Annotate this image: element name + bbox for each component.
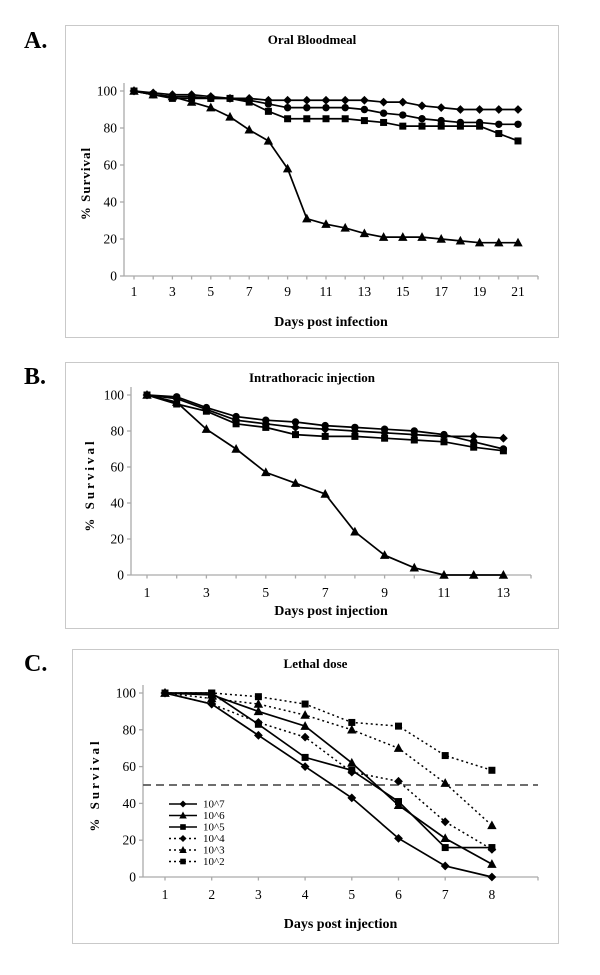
legend (169, 799, 225, 869)
x-tick-label: 3 (255, 887, 262, 902)
x-tick-label: 3 (169, 284, 176, 299)
x-tick-label: 21 (511, 284, 525, 299)
y-tick-label: 20 (103, 231, 117, 247)
y-tick-label: 100 (96, 83, 117, 99)
panel-a-plot (66, 26, 558, 337)
legend-label: 10^4 (203, 833, 225, 845)
panel-c-chart-box (72, 649, 559, 944)
y-tick-label: 20 (110, 531, 124, 547)
x-tick-label: 1 (161, 887, 169, 902)
series-triangle-triangle (142, 390, 508, 579)
x-tick-label: 6 (395, 887, 402, 902)
x-tick-label: 5 (207, 284, 215, 299)
x-tick-label: 4 (301, 887, 309, 902)
legend-label: 10^3 (203, 844, 225, 857)
x-tick-label: 7 (245, 284, 253, 299)
panel-a-label: A. (24, 28, 48, 54)
y-tick-label: 100 (103, 387, 124, 403)
x-tick-label: 1 (130, 284, 138, 299)
y-tick-label: 40 (122, 795, 136, 811)
y-tick-label: 80 (122, 722, 136, 738)
axes (116, 685, 538, 902)
x-axis-title: Days post infection (274, 315, 388, 330)
x-tick-label: 15 (396, 284, 410, 299)
chart-title: Lethal dose (283, 656, 348, 671)
x-tick-label: 9 (284, 284, 291, 299)
chart-title: Oral Bloodmeal (267, 32, 357, 47)
panel-b-chart-box (65, 362, 559, 629)
x-tick-label: 5 (348, 887, 356, 902)
x-tick-label: 5 (262, 585, 270, 600)
y-tick-label: 60 (122, 759, 136, 775)
x-tick-label: 11 (437, 585, 451, 600)
x-axis-title: Days post injection (283, 917, 398, 932)
y-tick-label: 80 (103, 120, 117, 136)
axes (97, 83, 538, 299)
x-tick-label: 8 (488, 887, 496, 902)
y-tick-label: 40 (110, 495, 124, 511)
y-tick-label: 80 (110, 423, 124, 439)
legend-label: 10^7 (203, 798, 225, 811)
x-tick-label: 13 (357, 284, 372, 299)
y-axis-title: % Survival (78, 146, 93, 221)
x-tick-label: 13 (496, 585, 511, 600)
legend-label: 10^5 (203, 821, 225, 834)
x-tick-label: 11 (319, 284, 333, 299)
panel-c-label: C. (24, 651, 48, 677)
y-tick-label: 60 (110, 459, 124, 475)
axes (104, 387, 531, 600)
legend-label: 10^2 (203, 856, 225, 868)
x-tick-label: 7 (441, 887, 449, 902)
x-tick-label: 17 (434, 284, 448, 299)
y-axis-title: % Survival (82, 438, 97, 532)
x-tick-label: 9 (381, 585, 388, 600)
panel-b-plot (66, 363, 558, 628)
y-tick-label: 0 (117, 567, 124, 583)
x-tick-label: 1 (143, 585, 151, 600)
x-tick-label: 19 (472, 284, 487, 299)
x-tick-label: 2 (208, 887, 216, 902)
y-tick-label: 0 (110, 268, 117, 284)
y-tick-label: 0 (129, 869, 136, 885)
x-axis-title: Days post injection (274, 604, 388, 619)
panel-a-chart-box (65, 25, 559, 338)
panel-c-plot (73, 650, 558, 943)
panel-b-label: B. (24, 364, 47, 390)
x-tick-label: 3 (203, 585, 210, 600)
x-tick-label: 7 (321, 585, 329, 600)
y-tick-label: 100 (115, 685, 136, 701)
y-tick-label: 60 (103, 157, 117, 173)
y-axis-title: % Survival (87, 738, 102, 832)
y-tick-label: 20 (122, 832, 136, 848)
chart-title: Intrathoracic injection (248, 370, 376, 385)
y-tick-label: 40 (103, 194, 117, 210)
legend-label: 10^6 (203, 810, 225, 822)
